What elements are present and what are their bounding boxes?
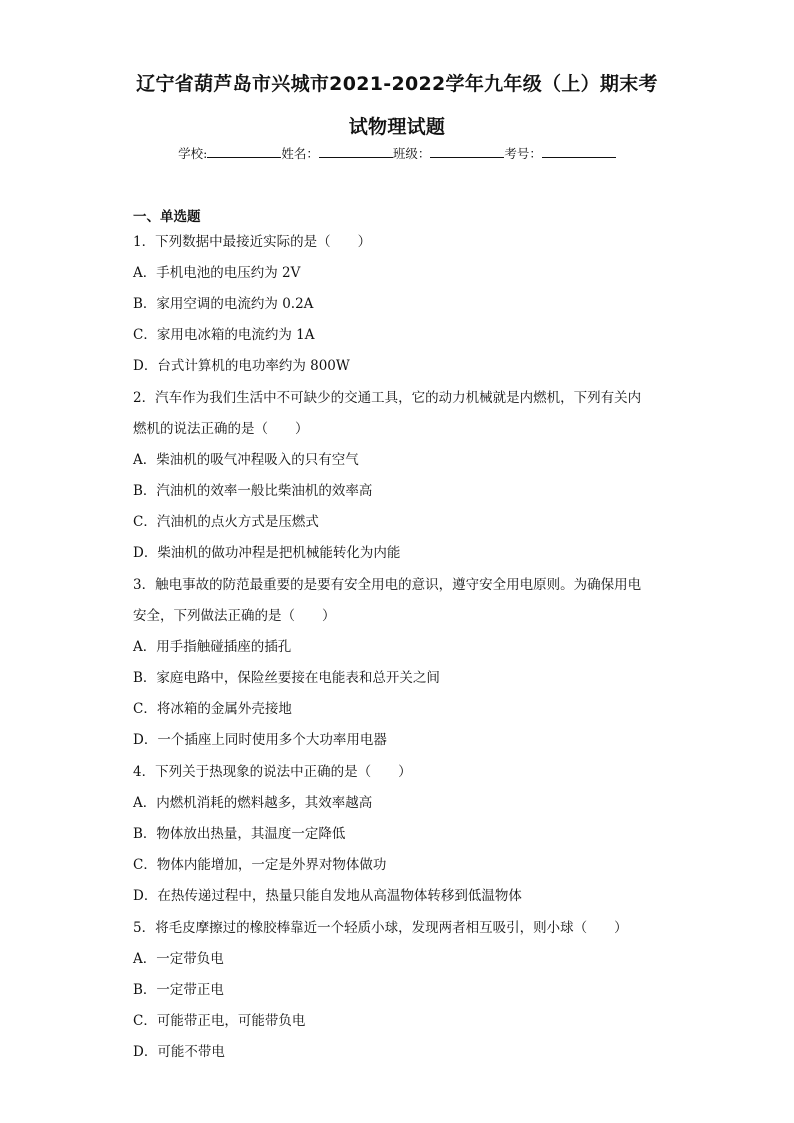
question-2-option-d: D．柴油机的做功冲程是把机械能转化为内能 <box>133 545 401 561</box>
question-5-option-b: B．一定带正电 <box>133 982 224 998</box>
name-blank[interactable] <box>319 145 393 158</box>
question-5-option-d: D．可能不带电 <box>133 1044 225 1060</box>
student-info-line <box>0 144 794 162</box>
question-2-option-c: C．汽油机的点火方式是压燃式 <box>133 514 319 530</box>
school-blank[interactable] <box>207 145 281 158</box>
question-3-stem-line-1: 3．触电事故的防范最重要的是要有安全用电的意识，遵守安全用电原则。为确保用电 <box>133 577 642 593</box>
question-3-option-d: D．一个插座上同时使用多个大功率用电器 <box>133 732 387 748</box>
question-1-option-c: C．家用电冰箱的电流约为 1A <box>133 327 315 343</box>
question-3-option-a: A．用手指触碰插座的插孔 <box>133 639 292 655</box>
question-4-option-c: C．物体内能增加，一定是外界对物体做功 <box>133 857 387 873</box>
question-5-stem: 5．将毛皮摩擦过的橡胶棒靠近一个轻质小球，发现两者相互吸引，则小球（ ） <box>133 920 628 936</box>
exam-number-label: 考号： <box>504 146 542 161</box>
question-2-stem-line-2: 燃机的说法正确的是（ ） <box>133 421 309 437</box>
question-4-option-d: D．在热传递过程中，热量只能自发地从高温物体转移到低温物体 <box>133 888 522 904</box>
name-label: 姓名： <box>281 146 319 161</box>
exam-number-blank[interactable] <box>542 145 616 158</box>
question-3-option-c: C．将冰箱的金属外壳接地 <box>133 701 292 717</box>
question-1-stem: 1．下列数据中最接近实际的是（ ） <box>133 234 372 250</box>
question-4-option-b: B．物体放出热量，其温度一定降低 <box>133 826 346 842</box>
question-3-stem-line-2: 安全，下列做法正确的是（ ） <box>133 608 336 624</box>
class-blank[interactable] <box>430 145 504 158</box>
question-3-option-b: B．家庭电路中，保险丝要接在电能表和总开关之间 <box>133 670 440 686</box>
school-field <box>178 144 281 162</box>
school-label: 学校: <box>178 146 208 161</box>
question-2-stem-line-1: 2．汽车作为我们生活中不可缺少的交通工具，它的动力机械就是内燃机，下列有关内 <box>133 390 642 406</box>
exam-number-field <box>504 144 616 162</box>
question-4-option-a: A．内燃机消耗的燃料越多，其效率越高 <box>133 795 373 811</box>
name-field <box>281 144 393 162</box>
page-title-line-1: 辽宁省葫芦岛市兴城市2021-2022学年九年级（上）期末考 <box>136 73 658 95</box>
question-1-option-a: A．手机电池的电压约为 2V <box>133 265 301 281</box>
question-2-option-b: B．汽油机的效率一般比柴油机的效率高 <box>133 483 373 499</box>
class-label: 班级： <box>392 146 431 161</box>
question-5-option-a: A．一定带负电 <box>133 951 224 967</box>
question-1-option-b: B．家用空调的电流约为 0.2A <box>133 296 314 312</box>
question-2-option-a: A．柴油机的吸气冲程吸入的只有空气 <box>133 452 359 468</box>
question-5-option-c: C．可能带正电，可能带负电 <box>133 1013 306 1029</box>
page-title-line-2: 试物理试题 <box>348 116 446 138</box>
section-heading: 一、单选题 <box>133 209 201 225</box>
question-4-stem: 4．下列关于热现象的说法中正确的是（ ） <box>133 764 412 780</box>
question-1-option-d: D．台式计算机的电功率约为 800W <box>133 358 350 374</box>
class-field <box>393 144 505 162</box>
